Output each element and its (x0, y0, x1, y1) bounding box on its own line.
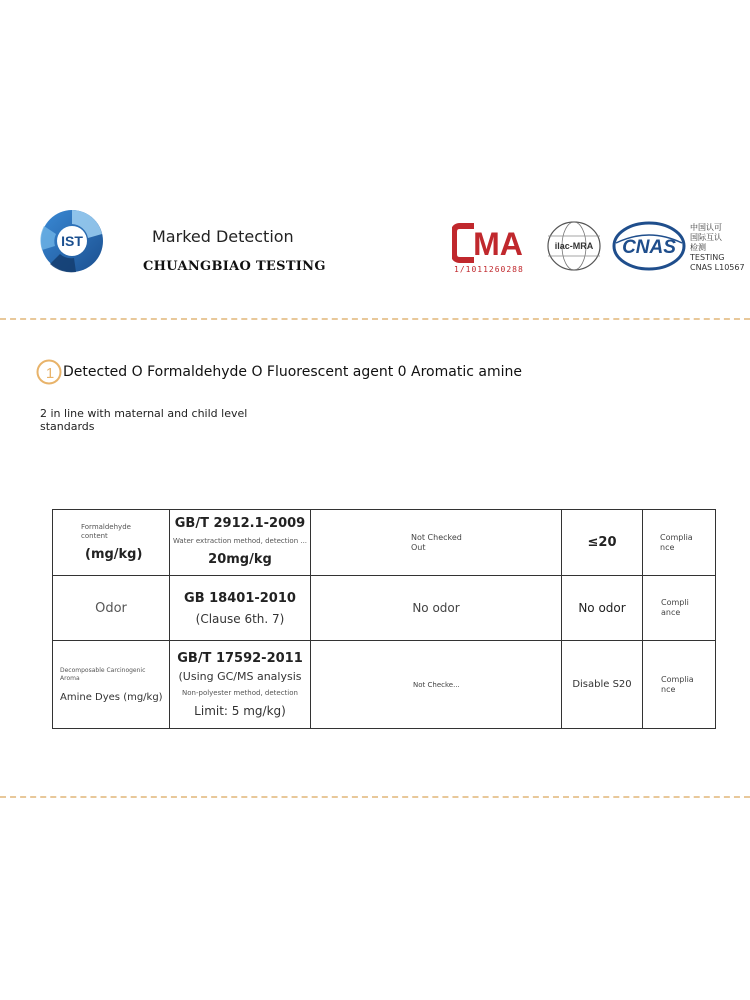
requirement-cell: No odor (562, 576, 643, 641)
test-results-table (52, 509, 716, 729)
ilac-globe-icon (546, 220, 602, 272)
table-row (53, 576, 716, 641)
item-cell: Formaldehyde content (mg/kg) (53, 510, 170, 576)
table-row (53, 510, 716, 576)
svg-text:ilac-MRA: ilac-MRA (554, 241, 594, 251)
result-cell: Not Checke... (311, 641, 562, 729)
conclusion-cell: Compli ance (643, 576, 716, 641)
company-name: Marked Detection (152, 227, 294, 246)
number-badge-icon (36, 359, 62, 385)
standard-cell: GB 18401-2010 (Clause 6th. 7) (170, 576, 311, 641)
svg-text:1: 1 (45, 365, 55, 382)
ist-logo-icon (36, 208, 108, 274)
top-divider (0, 318, 750, 320)
cnas-text: 中国认可 国际互认 检测 TESTING CNAS L10567 (690, 223, 745, 272)
cma-badge (452, 222, 532, 264)
svg-text:IST: IST (61, 233, 83, 249)
company-logo (36, 208, 108, 274)
table-row (53, 641, 716, 729)
cnas-mark-icon (612, 221, 686, 271)
svg-text:MA: MA (473, 226, 523, 262)
requirement-cell: Disable S20 (562, 641, 643, 729)
requirement-cell: ≤20 (562, 510, 643, 576)
cnas-badge (612, 221, 686, 271)
conclusion-cell: Complia nce (643, 641, 716, 729)
item-cell: Decomposable Carcinogenic Aroma Amine Dyes (mg/kg) (53, 641, 170, 729)
conclusion-cell: Complia nce (643, 510, 716, 576)
svg-text:CNAS: CNAS (622, 237, 676, 258)
section-note: 2 in line with maternal and child level standards (40, 407, 248, 433)
section-number (36, 359, 62, 385)
result-cell: No odor (311, 576, 562, 641)
ilac-badge (546, 220, 602, 272)
cma-mark-icon (452, 222, 532, 264)
standard-cell: GB/T 17592-2011 (Using GC/MS analysis Non-polyester method, detection Limit: 5 mg/kg) (170, 641, 311, 729)
result-cell: Not Checked Out (311, 510, 562, 576)
company-name-en: CHUANGBIAO TESTING (143, 259, 326, 274)
item-cell: Odor (53, 576, 170, 641)
cma-number: 1/1011260288 (454, 265, 524, 274)
standard-cell: GB/T 2912.1-2009 Water extraction method, detection ... 20mg/kg (170, 510, 311, 576)
bottom-divider (0, 796, 750, 798)
section-title: Detected O Formaldehyde O Fluorescent agent 0 Aromatic amine (63, 364, 522, 380)
